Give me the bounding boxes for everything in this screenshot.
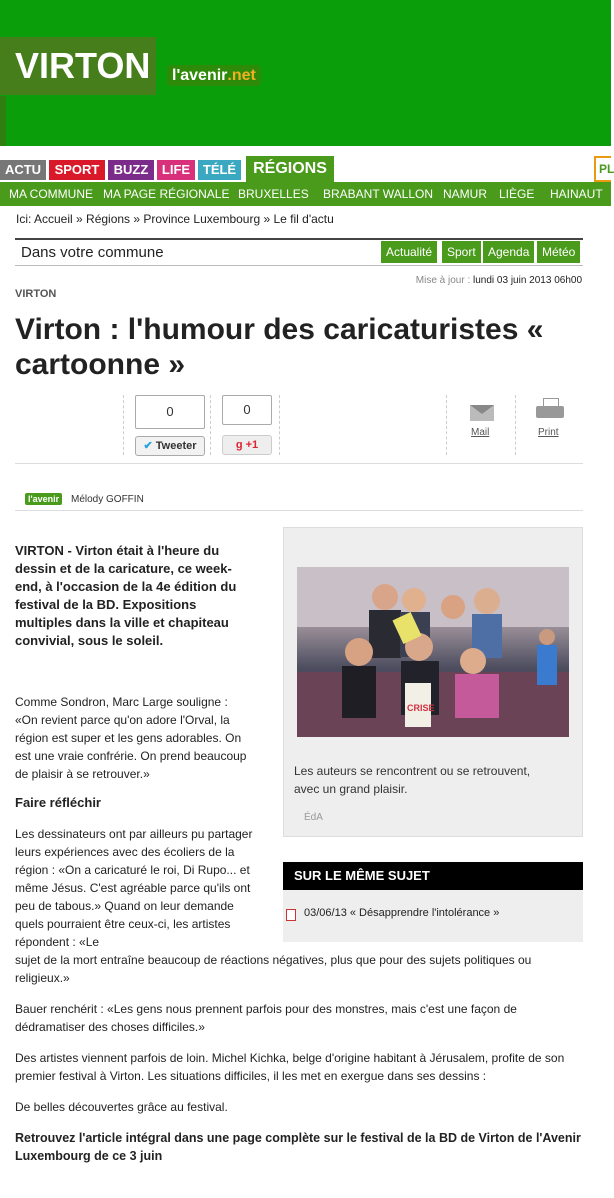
- separator: [210, 395, 211, 455]
- commune-title: Dans votre commune: [21, 244, 164, 261]
- book-cover-text: CRISE: [407, 703, 435, 713]
- photo-box: [283, 527, 583, 837]
- share-bar: [15, 393, 583, 464]
- related-heading: SUR LE MÊME SUJET: [283, 862, 583, 890]
- tab-partial[interactable]: PL: [594, 156, 611, 182]
- related-link[interactable]: 03/06/13 « Désapprendre l'intolérance »: [304, 907, 500, 919]
- article-photo[interactable]: [297, 567, 569, 737]
- tab-actu[interactable]: ACTU: [0, 160, 46, 180]
- gplus-button[interactable]: g +1: [222, 435, 272, 455]
- tab-life[interactable]: LIFE: [157, 160, 195, 180]
- author-name: Mélody GOFFIN: [71, 494, 144, 505]
- mail-link[interactable]: Mail: [471, 427, 490, 438]
- separator: [123, 395, 124, 455]
- main-nav: [0, 156, 611, 182]
- gplus-icon: g: [235, 439, 243, 451]
- button-agenda[interactable]: Agenda: [483, 241, 534, 263]
- tab-buzz[interactable]: BUZZ: [108, 160, 154, 180]
- tweet-button[interactable]: ✔ Tweeter: [135, 436, 205, 456]
- paragraph: De belles découvertes grâce au festival.: [15, 1100, 228, 1114]
- tab-tele[interactable]: TÉLÉ: [198, 160, 241, 180]
- separator: [279, 395, 280, 455]
- separator: [515, 395, 516, 455]
- paragraph: sujet de la mort entraîne beaucoup de réactions négatives, plus que pour des sujets politiques ou religieux.»: [15, 953, 532, 985]
- article-title: Virton : l'humour des caricaturistes « cartoonne »: [15, 313, 544, 381]
- print-link[interactable]: Print: [538, 427, 559, 438]
- tab-sport[interactable]: SPORT: [49, 160, 105, 180]
- subnav-liege[interactable]: LIÈGE: [499, 187, 535, 201]
- update-info: Mise à jour : lundi 03 juin 2013 06h00: [415, 275, 582, 286]
- paragraph: Des artistes viennent parfois de loin. Michel Kichka, belge d'origine habitant à Jérusalem, profite de son premier festival à Virton. Les situations difficiles, il les met en exergue dans ses dessins :: [15, 1051, 565, 1083]
- paragraph: Bauer renchérit : «Les gens nous prennent parfois pour des monstres, mais c'est une façon de dédramatiser des choses difficiles.»: [15, 1002, 517, 1034]
- gplus-count: 0: [222, 395, 272, 425]
- sub-nav: [0, 182, 611, 206]
- subnav-brabant-wallon[interactable]: BRABANT WALLON: [323, 187, 434, 201]
- mail-icon[interactable]: [470, 405, 494, 421]
- site-banner: [0, 0, 611, 146]
- button-meteo[interactable]: Météo: [537, 241, 580, 263]
- paragraph: Les dessinateurs ont par ailleurs pu partager leurs expériences avec des écoliers de la région : «On a caricaturé le roi, Di Rupo... et même Jésus. C'est agréable parce qu'ils ont peu de tabous.» Quand on leur demande quels pourraient être ceux-ci, les artistes répondent : «Le: [15, 827, 253, 949]
- site-logo[interactable]: [0, 37, 156, 95]
- subnav-bruxelles[interactable]: BRUXELLES: [238, 187, 309, 201]
- brand-logo[interactable]: l'avenir.net: [167, 65, 261, 86]
- article-closing: Retrouvez l'article intégral dans une page complète sur le festival de la BD de Virton de l'Avenir Luxembourg de ce 3 juin: [15, 1131, 581, 1163]
- subnav-ma-commune[interactable]: MA COMMUNE: [9, 187, 93, 201]
- button-actualite[interactable]: Actualité: [381, 241, 437, 263]
- subnav-page-regionale[interactable]: MA PAGE RÉGIONALE: [103, 187, 230, 201]
- photo-caption: Les auteurs se rencontrent ou se retrouvent, avec un grand plaisir.: [294, 764, 531, 796]
- author-source-logo: l'avenir: [25, 493, 62, 505]
- document-icon: [286, 909, 296, 921]
- article-kicker: VIRTON: [15, 288, 57, 300]
- tab-regions[interactable]: RÉGIONS: [246, 156, 334, 182]
- tweet-count: 0: [135, 395, 205, 429]
- separator: [446, 395, 447, 455]
- photo-credit: ÉdA: [304, 812, 323, 823]
- site-name: VIRTON: [15, 45, 151, 86]
- article-lead: VIRTON - Virton était à l'heure du dessin et de la caricature, ce week-end, à l'occasion de la 4e édition du festival de la BD. Expositions multiples dans la ville et chapiteau convivial, sous le soleil.: [15, 543, 237, 648]
- subnav-hainaut[interactable]: HAINAUT: [550, 187, 603, 201]
- paragraph: Comme Sondron, Marc Large souligne : «On revient parce qu'on adore l'Orval, la région est super et les gens adorables. On est une vraie confrérie. On prend beaucoup de plaisir à se retrouver.»: [15, 695, 247, 781]
- breadcrumb[interactable]: Ici: Accueil » Régions » Province Luxembourg » Le fil d'actu: [16, 212, 334, 226]
- related-box: [283, 862, 583, 942]
- article-subheading: Faire réfléchir: [15, 795, 101, 810]
- button-sport[interactable]: Sport: [442, 241, 481, 263]
- subnav-namur[interactable]: NAMUR: [443, 187, 487, 201]
- author-line: [15, 492, 583, 511]
- printer-icon[interactable]: [536, 398, 564, 420]
- twitter-icon: ✔: [143, 440, 153, 452]
- banner-strip: [0, 96, 6, 146]
- commune-bar: [15, 238, 583, 266]
